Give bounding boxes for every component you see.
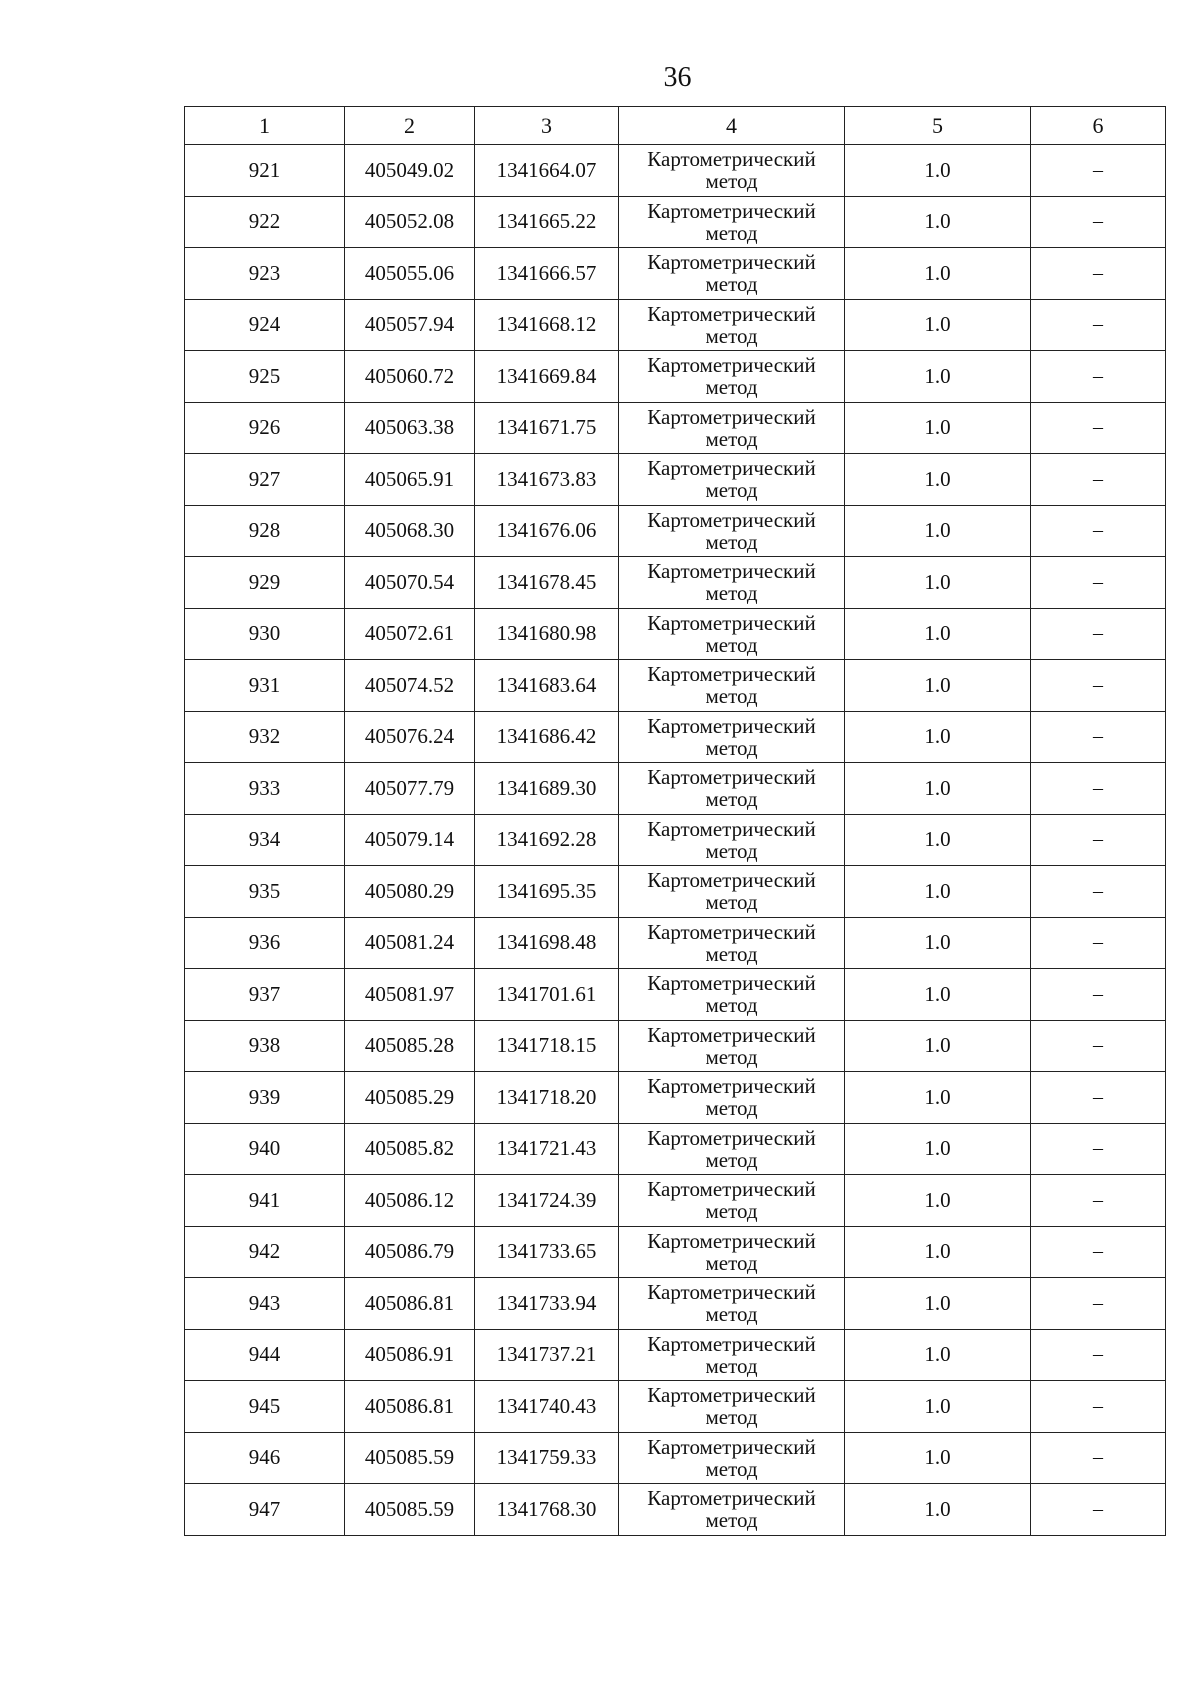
table-row <box>185 1329 1166 1381</box>
table-row <box>185 248 1166 300</box>
point-number-cell: 940 <box>185 1123 345 1175</box>
method-cell <box>619 196 845 248</box>
method-cell <box>619 866 845 918</box>
method-text-line: метод <box>705 529 758 554</box>
method-cell <box>619 402 845 454</box>
accuracy-cell: 1.0 <box>845 351 1031 403</box>
method-text-line: Картометрический <box>647 1022 816 1047</box>
x-coordinate-cell: 405085.28 <box>345 1020 475 1072</box>
x-coordinate-cell: 405057.94 <box>345 299 475 351</box>
method-text-line: метод <box>705 323 758 348</box>
point-number-cell: 934 <box>185 814 345 866</box>
method-text-line: Картометрический <box>647 559 816 584</box>
accuracy-cell: 1.0 <box>845 1226 1031 1278</box>
method-text-line: метод <box>705 993 758 1018</box>
x-coordinate-cell: 405063.38 <box>345 402 475 454</box>
method-text-line: метод <box>705 220 758 245</box>
note-cell: – <box>1031 1123 1166 1175</box>
point-number-cell: 942 <box>185 1226 345 1278</box>
method-cell <box>619 608 845 660</box>
accuracy-cell: 1.0 <box>845 1329 1031 1381</box>
accuracy-cell: 1.0 <box>845 248 1031 300</box>
method-text-line: метод <box>705 941 758 966</box>
note-cell: – <box>1031 1432 1166 1484</box>
point-number-cell: 932 <box>185 711 345 763</box>
table-body <box>185 145 1166 1536</box>
y-coordinate-cell: 1341721.43 <box>475 1123 619 1175</box>
point-number-cell: 922 <box>185 196 345 248</box>
y-coordinate-cell: 1341692.28 <box>475 814 619 866</box>
accuracy-cell: 1.0 <box>845 1072 1031 1124</box>
x-coordinate-cell: 405074.52 <box>345 660 475 712</box>
y-coordinate-cell: 1341676.06 <box>475 505 619 557</box>
x-coordinate-cell: 405076.24 <box>345 711 475 763</box>
note-cell: – <box>1031 1381 1166 1433</box>
method-text-line: Картометрический <box>647 198 816 223</box>
note-cell: – <box>1031 1329 1166 1381</box>
point-number-cell: 946 <box>185 1432 345 1484</box>
note-cell: – <box>1031 248 1166 300</box>
note-cell: – <box>1031 1020 1166 1072</box>
method-text-line: метод <box>705 735 758 760</box>
table-row <box>185 1123 1166 1175</box>
method-text-line: Картометрический <box>647 147 816 172</box>
y-coordinate-cell: 1341724.39 <box>475 1175 619 1227</box>
table-row <box>185 814 1166 866</box>
table-row <box>185 1278 1166 1330</box>
y-coordinate-cell: 1341740.43 <box>475 1381 619 1433</box>
method-text-line: Картометрический <box>647 868 816 893</box>
table-row <box>185 196 1166 248</box>
method-text-line: Картометрический <box>647 713 816 738</box>
method-text-line: метод <box>705 581 758 606</box>
method-text-line: метод <box>705 1147 758 1172</box>
point-number-cell: 937 <box>185 969 345 1021</box>
method-cell <box>619 299 845 351</box>
note-cell: – <box>1031 1484 1166 1536</box>
y-coordinate-cell: 1341678.45 <box>475 557 619 609</box>
method-cell <box>619 1123 845 1175</box>
x-coordinate-cell: 405081.97 <box>345 969 475 1021</box>
table-row <box>185 1020 1166 1072</box>
note-cell: – <box>1031 557 1166 609</box>
method-cell <box>619 454 845 506</box>
table-row <box>185 1484 1166 1536</box>
column-header: 1 <box>185 107 345 145</box>
note-cell: – <box>1031 711 1166 763</box>
note-cell: – <box>1031 454 1166 506</box>
accuracy-cell: 1.0 <box>845 454 1031 506</box>
x-coordinate-cell: 405070.54 <box>345 557 475 609</box>
note-cell: – <box>1031 1175 1166 1227</box>
accuracy-cell: 1.0 <box>845 1020 1031 1072</box>
column-header: 4 <box>619 107 845 145</box>
accuracy-cell: 1.0 <box>845 608 1031 660</box>
point-number-cell: 943 <box>185 1278 345 1330</box>
accuracy-cell: 1.0 <box>845 866 1031 918</box>
x-coordinate-cell: 405052.08 <box>345 196 475 248</box>
y-coordinate-cell: 1341683.64 <box>475 660 619 712</box>
y-coordinate-cell: 1341666.57 <box>475 248 619 300</box>
accuracy-cell: 1.0 <box>845 1484 1031 1536</box>
coordinates-table <box>184 106 1166 1536</box>
note-cell: – <box>1031 866 1166 918</box>
method-text-line: Картометрический <box>647 1280 816 1305</box>
y-coordinate-cell: 1341759.33 <box>475 1432 619 1484</box>
note-cell: – <box>1031 917 1166 969</box>
method-text-line: Картометрический <box>647 1331 816 1356</box>
header-row <box>185 107 1166 145</box>
y-coordinate-cell: 1341718.15 <box>475 1020 619 1072</box>
method-text-line: метод <box>705 478 758 503</box>
accuracy-cell: 1.0 <box>845 711 1031 763</box>
method-cell <box>619 917 845 969</box>
note-cell: – <box>1031 660 1166 712</box>
table-row <box>185 299 1166 351</box>
method-text-line: метод <box>705 1250 758 1275</box>
method-text-line: Картометрический <box>647 250 816 275</box>
method-text-line: метод <box>705 684 758 709</box>
y-coordinate-cell: 1341698.48 <box>475 917 619 969</box>
note-cell: – <box>1031 1072 1166 1124</box>
x-coordinate-cell: 405072.61 <box>345 608 475 660</box>
method-text-line: Картометрический <box>647 456 816 481</box>
table-row <box>185 660 1166 712</box>
table-row <box>185 1072 1166 1124</box>
point-number-cell: 944 <box>185 1329 345 1381</box>
method-text-line: Картометрический <box>647 662 816 687</box>
y-coordinate-cell: 1341665.22 <box>475 196 619 248</box>
x-coordinate-cell: 405068.30 <box>345 505 475 557</box>
accuracy-cell: 1.0 <box>845 1175 1031 1227</box>
note-cell: – <box>1031 1278 1166 1330</box>
point-number-cell: 938 <box>185 1020 345 1072</box>
table-row <box>185 557 1166 609</box>
table-row <box>185 608 1166 660</box>
method-text-line: Картометрический <box>647 1228 816 1253</box>
y-coordinate-cell: 1341671.75 <box>475 402 619 454</box>
x-coordinate-cell: 405060.72 <box>345 351 475 403</box>
table-row <box>185 402 1166 454</box>
accuracy-cell: 1.0 <box>845 814 1031 866</box>
accuracy-cell: 1.0 <box>845 557 1031 609</box>
method-text-line: метод <box>705 1353 758 1378</box>
note-cell: – <box>1031 1226 1166 1278</box>
point-number-cell: 929 <box>185 557 345 609</box>
point-number-cell: 931 <box>185 660 345 712</box>
table-row <box>185 763 1166 815</box>
x-coordinate-cell: 405086.81 <box>345 1278 475 1330</box>
x-coordinate-cell: 405085.59 <box>345 1484 475 1536</box>
method-cell <box>619 1226 845 1278</box>
method-text-line: метод <box>705 426 758 451</box>
method-text-line: Картометрический <box>647 1074 816 1099</box>
point-number-cell: 945 <box>185 1381 345 1433</box>
note-cell: – <box>1031 299 1166 351</box>
y-coordinate-cell: 1341664.07 <box>475 145 619 197</box>
method-cell <box>619 1329 845 1381</box>
page-number: 36 <box>663 62 692 93</box>
table-row <box>185 145 1166 197</box>
method-cell <box>619 763 845 815</box>
method-text-line: метод <box>705 272 758 297</box>
x-coordinate-cell: 405065.91 <box>345 454 475 506</box>
point-number-cell: 935 <box>185 866 345 918</box>
method-text-line: Картометрический <box>647 404 816 429</box>
point-number-cell: 927 <box>185 454 345 506</box>
method-text-line: Картометрический <box>647 1125 816 1150</box>
method-text-line: метод <box>705 1044 758 1069</box>
accuracy-cell: 1.0 <box>845 505 1031 557</box>
y-coordinate-cell: 1341668.12 <box>475 299 619 351</box>
y-coordinate-cell: 1341695.35 <box>475 866 619 918</box>
point-number-cell: 930 <box>185 608 345 660</box>
method-text-line: Картометрический <box>647 816 816 841</box>
method-text-line: Картометрический <box>647 765 816 790</box>
note-cell: – <box>1031 608 1166 660</box>
method-cell <box>619 145 845 197</box>
method-text-line: метод <box>705 838 758 863</box>
column-header: 2 <box>345 107 475 145</box>
x-coordinate-cell: 405080.29 <box>345 866 475 918</box>
y-coordinate-cell: 1341673.83 <box>475 454 619 506</box>
method-cell <box>619 969 845 1021</box>
method-text-line: метод <box>705 1456 758 1481</box>
y-coordinate-cell: 1341737.21 <box>475 1329 619 1381</box>
method-text-line: метод <box>705 1508 758 1533</box>
method-cell <box>619 1072 845 1124</box>
point-number-cell: 939 <box>185 1072 345 1124</box>
accuracy-cell: 1.0 <box>845 1278 1031 1330</box>
column-header: 3 <box>475 107 619 145</box>
x-coordinate-cell: 405085.82 <box>345 1123 475 1175</box>
point-number-cell: 933 <box>185 763 345 815</box>
x-coordinate-cell: 405085.29 <box>345 1072 475 1124</box>
method-text-line: Картометрический <box>647 353 816 378</box>
accuracy-cell: 1.0 <box>845 969 1031 1021</box>
method-text-line: метод <box>705 890 758 915</box>
method-text-line: Картометрический <box>647 1383 816 1408</box>
table-row <box>185 866 1166 918</box>
method-cell <box>619 505 845 557</box>
point-number-cell: 928 <box>185 505 345 557</box>
x-coordinate-cell: 405086.79 <box>345 1226 475 1278</box>
method-text-line: Картометрический <box>647 971 816 996</box>
y-coordinate-cell: 1341669.84 <box>475 351 619 403</box>
x-coordinate-cell: 405055.06 <box>345 248 475 300</box>
table-row <box>185 969 1166 1021</box>
accuracy-cell: 1.0 <box>845 763 1031 815</box>
accuracy-cell: 1.0 <box>845 196 1031 248</box>
x-coordinate-cell: 405085.59 <box>345 1432 475 1484</box>
table-row <box>185 917 1166 969</box>
note-cell: – <box>1031 814 1166 866</box>
point-number-cell: 921 <box>185 145 345 197</box>
point-number-cell: 947 <box>185 1484 345 1536</box>
method-cell <box>619 351 845 403</box>
method-cell <box>619 1278 845 1330</box>
x-coordinate-cell: 405079.14 <box>345 814 475 866</box>
table-row <box>185 1175 1166 1227</box>
y-coordinate-cell: 1341718.20 <box>475 1072 619 1124</box>
point-number-cell: 924 <box>185 299 345 351</box>
point-number-cell: 936 <box>185 917 345 969</box>
accuracy-cell: 1.0 <box>845 660 1031 712</box>
y-coordinate-cell: 1341689.30 <box>475 763 619 815</box>
method-text-line: Картометрический <box>647 919 816 944</box>
y-coordinate-cell: 1341686.42 <box>475 711 619 763</box>
x-coordinate-cell: 405086.12 <box>345 1175 475 1227</box>
method-text-line: Картометрический <box>647 610 816 635</box>
x-coordinate-cell: 405049.02 <box>345 145 475 197</box>
note-cell: – <box>1031 505 1166 557</box>
y-coordinate-cell: 1341680.98 <box>475 608 619 660</box>
method-cell <box>619 711 845 763</box>
x-coordinate-cell: 405086.81 <box>345 1381 475 1433</box>
accuracy-cell: 1.0 <box>845 145 1031 197</box>
method-cell <box>619 1020 845 1072</box>
point-number-cell: 926 <box>185 402 345 454</box>
method-text-line: метод <box>705 1405 758 1430</box>
method-text-line: метод <box>705 1302 758 1327</box>
y-coordinate-cell: 1341701.61 <box>475 969 619 1021</box>
method-cell <box>619 660 845 712</box>
method-cell <box>619 1381 845 1433</box>
accuracy-cell: 1.0 <box>845 1123 1031 1175</box>
accuracy-cell: 1.0 <box>845 299 1031 351</box>
note-cell: – <box>1031 351 1166 403</box>
y-coordinate-cell: 1341768.30 <box>475 1484 619 1536</box>
note-cell: – <box>1031 196 1166 248</box>
point-number-cell: 923 <box>185 248 345 300</box>
table-row <box>185 1432 1166 1484</box>
method-cell <box>619 248 845 300</box>
method-text-line: метод <box>705 787 758 812</box>
accuracy-cell: 1.0 <box>845 1381 1031 1433</box>
method-text-line: метод <box>705 169 758 194</box>
column-header: 5 <box>845 107 1031 145</box>
method-cell <box>619 1432 845 1484</box>
method-cell <box>619 1484 845 1536</box>
note-cell: – <box>1031 763 1166 815</box>
method-text-line: Картометрический <box>647 1177 816 1202</box>
table-row <box>185 351 1166 403</box>
x-coordinate-cell: 405077.79 <box>345 763 475 815</box>
table-row <box>185 711 1166 763</box>
table-row <box>185 1381 1166 1433</box>
y-coordinate-cell: 1341733.94 <box>475 1278 619 1330</box>
note-cell: – <box>1031 145 1166 197</box>
table-row <box>185 1226 1166 1278</box>
y-coordinate-cell: 1341733.65 <box>475 1226 619 1278</box>
method-text-line: Картометрический <box>647 1434 816 1459</box>
method-text-line: метод <box>705 1199 758 1224</box>
method-text-line: Картометрический <box>647 301 816 326</box>
column-header: 6 <box>1031 107 1166 145</box>
method-text-line: Картометрический <box>647 507 816 532</box>
x-coordinate-cell: 405081.24 <box>345 917 475 969</box>
accuracy-cell: 1.0 <box>845 1432 1031 1484</box>
table-row <box>185 505 1166 557</box>
method-cell <box>619 1175 845 1227</box>
note-cell: – <box>1031 402 1166 454</box>
note-cell: – <box>1031 969 1166 1021</box>
method-text-line: метод <box>705 375 758 400</box>
point-number-cell: 941 <box>185 1175 345 1227</box>
table-header <box>185 107 1166 145</box>
table-row <box>185 454 1166 506</box>
method-text-line: метод <box>705 1096 758 1121</box>
method-cell <box>619 557 845 609</box>
point-number-cell: 925 <box>185 351 345 403</box>
method-text-line: метод <box>705 632 758 657</box>
accuracy-cell: 1.0 <box>845 917 1031 969</box>
method-cell <box>619 814 845 866</box>
x-coordinate-cell: 405086.91 <box>345 1329 475 1381</box>
accuracy-cell: 1.0 <box>845 402 1031 454</box>
method-text-line: Картометрический <box>647 1486 816 1511</box>
